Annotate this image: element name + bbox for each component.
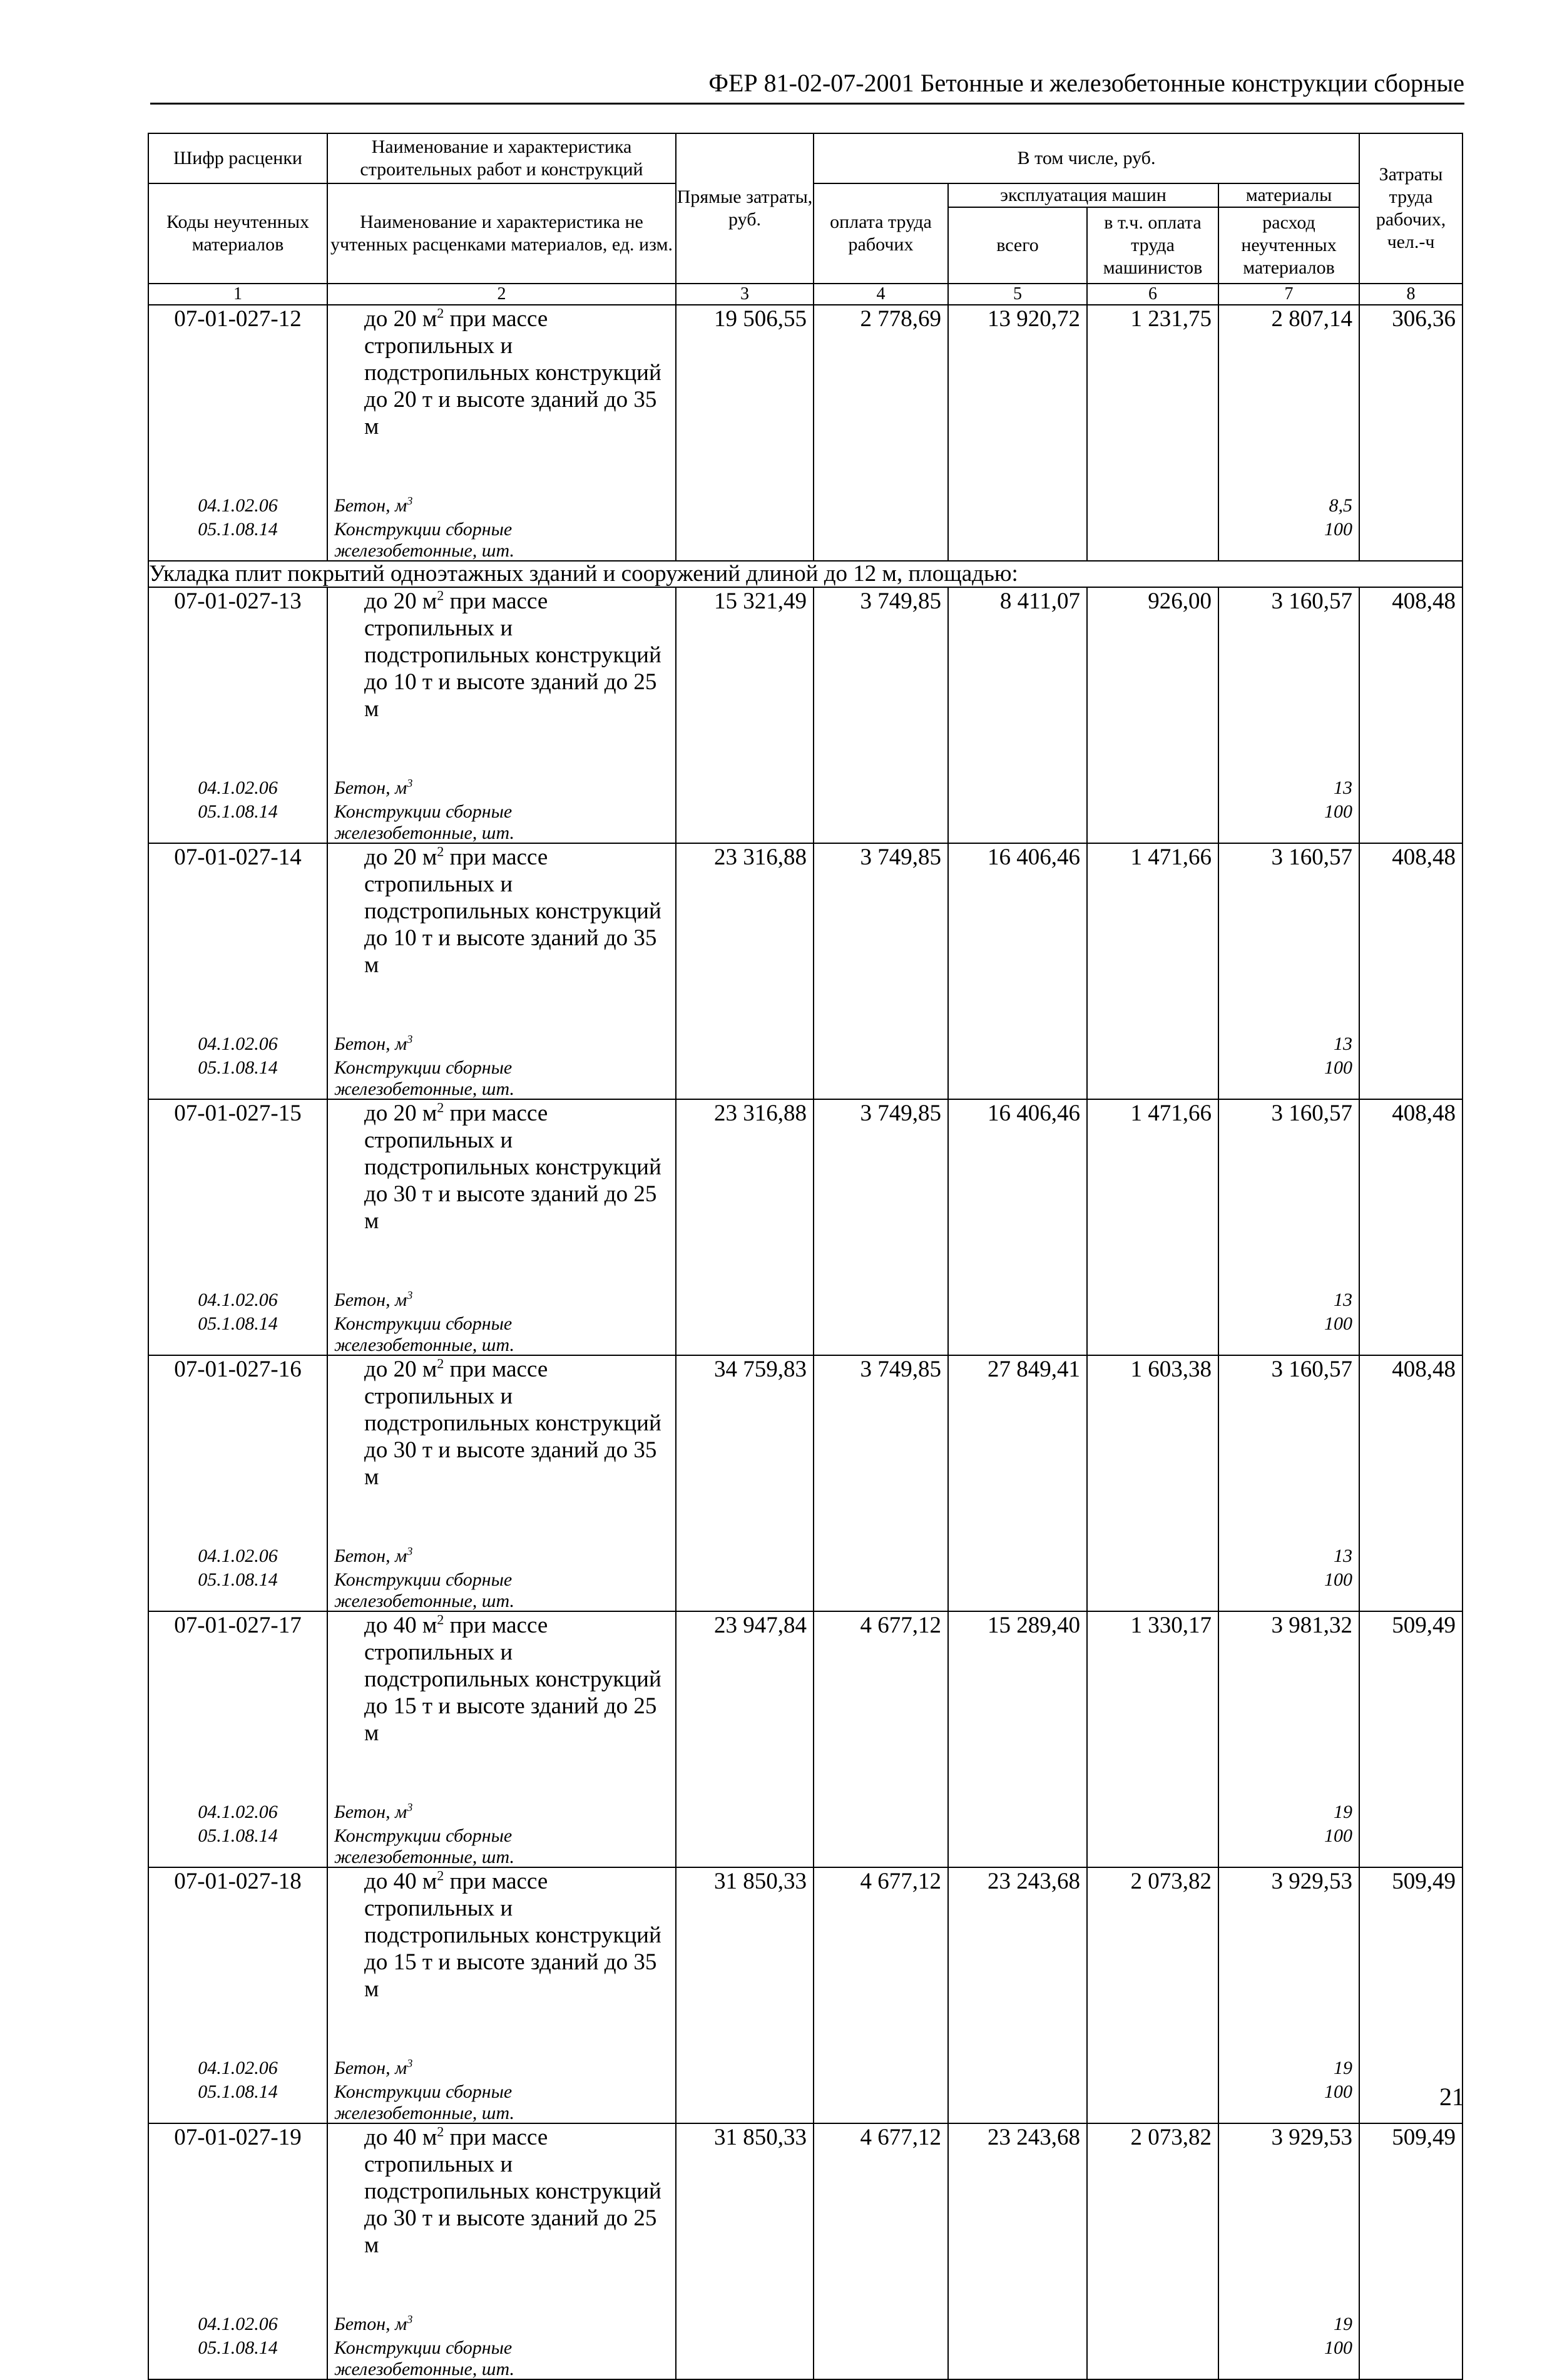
work-name-cell [327, 587, 676, 843]
direct-costs: 31 850,33 [676, 2123, 814, 2379]
rate-row [148, 305, 1463, 561]
work-name-cell [327, 1099, 676, 1355]
material-name-text: Бетон, м [334, 1802, 407, 1822]
rate-code-cell [148, 1099, 327, 1355]
direct-costs: 31 850,33 [676, 1867, 814, 2123]
labor-hours: 509,49 [1359, 1611, 1463, 1867]
material-qty: 13 [1334, 777, 1353, 798]
document-title: ФЕР 81-02-07-2001 Бетонные и железобетонные конструкции сборные [708, 69, 1464, 97]
material-name-continued: железобетонные, шт. [334, 2103, 514, 2123]
rate-code: 07-01-027-12 [174, 306, 302, 332]
work-description: при массе стропильных и подстропильных конструкций до 15 т и высоте зданий до 35 м [364, 1869, 661, 2002]
column-number: 7 [1218, 284, 1359, 305]
column-number: 5 [948, 284, 1087, 305]
work-name-cell [327, 843, 676, 1099]
materials-cell [1218, 2123, 1359, 2379]
rate-row [148, 843, 1463, 1099]
rate-code-cell [148, 1867, 327, 2123]
rate-row [148, 587, 1463, 843]
col4-header: оплата труда рабочих [814, 183, 948, 284]
area-text: до 20 м [364, 1357, 437, 1382]
material-name: Бетон, $м^3$ [334, 495, 413, 516]
work-name: до 20 $м^2$ при массе стропильных и подстропильных конструкций до 20 т и высоте зданий до 35 м [364, 305, 661, 439]
material-qty: 19 [1334, 2058, 1353, 2078]
work-description: при массе стропильных и подстропильных конструкций до 30 т и высоте зданий до 25 м [364, 1100, 661, 1234]
material-qty: 100 [1324, 1313, 1353, 1334]
material-name: Конструкции сборные [334, 1825, 513, 1846]
materials-cell [1218, 1867, 1359, 2123]
header-rule [150, 103, 1464, 105]
direct-costs: 23 316,88 [676, 843, 814, 1099]
material-code: 04.1.02.06 [198, 1546, 278, 1566]
column-number: 1 [148, 284, 327, 305]
work-description: при массе стропильных и подстропильных конструкций до 30 т и высоте зданий до 25 м [364, 2125, 661, 2258]
material-code: 04.1.02.06 [198, 2314, 278, 2334]
material-name-continued: железобетонные, шт. [334, 1847, 514, 1867]
material-name: Бетон, $м^3$ [334, 1801, 413, 1822]
material-name-continued: железобетонные, шт. [334, 1335, 514, 1355]
material-code: 05.1.08.14 [198, 801, 278, 822]
direct-costs: 34 759,83 [676, 1355, 814, 1611]
col3-header: Прямые затраты, руб. [676, 133, 814, 284]
work-name: до 20 $м^2$ при массе стропильных и подстропильных конструкций до 30 т и высоте зданий до 35 м [364, 1355, 661, 1490]
rate-code: 07-01-027-16 [174, 1357, 302, 1382]
machinist-pay: 2 073,82 [1087, 2123, 1218, 2379]
work-name: до 20 $м^2$ при массе стропильных и подстропильных конструкций до 10 т и высоте зданий до 25 м [364, 587, 661, 722]
material-code: 05.1.08.14 [198, 2337, 278, 2358]
column-number: 6 [1087, 284, 1218, 305]
rate-row [148, 1099, 1463, 1355]
material-code: 05.1.08.14 [198, 1825, 278, 1846]
area-text: до 40 м [364, 2125, 437, 2150]
material-qty: 19 [1334, 1802, 1353, 1822]
rate-code-cell [148, 843, 327, 1099]
machines-total: 16 406,46 [948, 843, 1087, 1099]
rate-code-cell [148, 1355, 327, 1611]
machines-total: 15 289,40 [948, 1611, 1087, 1867]
labor-hours: 509,49 [1359, 2123, 1463, 2379]
work-name: до 20 $м^2$ при массе стропильных и подстропильных конструкций до 10 т и высоте зданий до 35 м [364, 843, 661, 978]
materials-cell [1218, 587, 1359, 843]
labor-pay: 4 677,12 [814, 2123, 948, 2379]
rate-code-cell [148, 587, 327, 843]
rate-code: 07-01-027-17 [174, 1613, 302, 1638]
material-qty: 13 [1334, 1034, 1353, 1054]
materials-cost: 3 981,32 [1271, 1613, 1353, 1638]
column-number: 3 [676, 284, 814, 305]
materials-cell [1218, 843, 1359, 1099]
labor-pay: 3 749,85 [814, 843, 948, 1099]
material-code: 04.1.02.06 [198, 1290, 278, 1310]
work-description: при массе стропильных и подстропильных конструкций до 20 т и высоте зданий до 35 м [364, 306, 661, 439]
material-name-text: Бетон, м [334, 2058, 407, 2078]
material-qty: 100 [1324, 801, 1353, 822]
price-table [148, 133, 1463, 2380]
material-qty: 19 [1334, 2314, 1353, 2334]
materials-cell [1218, 1355, 1359, 1611]
materials-cost: 3 929,53 [1271, 1869, 1353, 1894]
material-name-continued: железобетонные, шт. [334, 540, 514, 561]
material-code: 05.1.08.14 [198, 1313, 278, 1334]
material-name-continued: железобетонные, шт. [334, 2359, 514, 2379]
col2-header-bottom: Наименование и характеристика не учтенных расценками материалов, ед. изм. [327, 183, 676, 284]
rate-code: 07-01-027-18 [174, 1869, 302, 1894]
rate-code: 07-01-027-14 [174, 844, 302, 870]
material-name: Конструкции сборные [334, 1569, 513, 1590]
material-name-text: Бетон, м [334, 777, 407, 798]
work-name-cell [327, 1355, 676, 1611]
materials-cost: 3 160,57 [1271, 844, 1353, 870]
material-name: Конструкции сборные [334, 2337, 513, 2358]
material-code: 04.1.02.06 [198, 1034, 278, 1054]
machines-header: эксплуатация машин [948, 183, 1218, 207]
material-name: Бетон, $м^3$ [334, 1289, 413, 1310]
labor-hours: 408,48 [1359, 843, 1463, 1099]
material-qty: 13 [1334, 1546, 1353, 1566]
labor-pay: 3 749,85 [814, 587, 948, 843]
material-code: 04.1.02.06 [198, 1802, 278, 1822]
materials-cell [1218, 1099, 1359, 1355]
material-name: Конструкции сборные [334, 801, 513, 822]
material-code: 04.1.02.06 [198, 777, 278, 798]
rate-row [148, 1867, 1463, 2123]
material-name-text: Бетон, м [334, 2314, 407, 2334]
material-name: Конструкции сборные [334, 1057, 513, 1078]
material-code: 05.1.08.14 [198, 2081, 278, 2102]
work-name-cell [327, 1611, 676, 1867]
labor-hours: 408,48 [1359, 587, 1463, 843]
rate-row [148, 1611, 1463, 1867]
material-name-continued: железобетонные, шт. [334, 823, 514, 843]
page-number: 21 [1439, 2083, 1464, 2111]
material-qty: 100 [1324, 1825, 1353, 1846]
material-name-text: Бетон, м [334, 1034, 407, 1054]
rate-row [148, 2123, 1463, 2379]
area-text: до 20 м [364, 1100, 437, 1126]
material-name: Бетон, $м^3$ [334, 777, 413, 798]
col7-header: расход неучтенных материалов [1218, 207, 1359, 284]
labor-hours: 408,48 [1359, 1355, 1463, 1611]
materials-cost: 2 807,14 [1271, 306, 1353, 332]
material-name-continued: железобетонные, шт. [334, 1079, 514, 1099]
machinist-pay: 1 231,75 [1087, 305, 1218, 561]
material-code: 04.1.02.06 [198, 2058, 278, 2078]
area-text: до 20 м [364, 306, 437, 332]
materials-cell [1218, 1611, 1359, 1867]
materials-cost: 3 929,53 [1271, 2125, 1353, 2150]
machinist-pay: 2 073,82 [1087, 1867, 1218, 2123]
material-name: Конструкции сборные [334, 2081, 513, 2102]
material-name: Бетон, $м^3$ [334, 2313, 413, 2334]
section-title: Укладка плит покрытий одноэтажных зданий и сооружений длиной до 12 м, площадью: [148, 561, 1463, 587]
labor-pay: 2 778,69 [814, 305, 948, 561]
rate-code-cell [148, 305, 327, 561]
column-number: 8 [1359, 284, 1463, 305]
rate-row [148, 1355, 1463, 1611]
machines-total: 8 411,07 [948, 587, 1087, 843]
work-name: до 40 $м^2$ при массе стропильных и подстропильных конструкций до 15 т и высоте зданий до 25 м [364, 1611, 661, 1746]
material-code: 05.1.08.14 [198, 1057, 278, 1078]
machinist-pay: 926,00 [1087, 587, 1218, 843]
area-text: до 20 м [364, 844, 437, 870]
work-name: до 20 $м^2$ при массе стропильных и подстропильных конструкций до 30 т и высоте зданий до 25 м [364, 1099, 661, 1234]
work-description: при массе стропильных и подстропильных конструкций до 15 т и высоте зданий до 25 м [364, 1613, 661, 1746]
col1-header-bottom: Коды неучтенных материалов [148, 183, 327, 284]
labor-pay: 3 749,85 [814, 1355, 948, 1611]
area-text: до 40 м [364, 1613, 437, 1638]
material-qty: 100 [1324, 1569, 1353, 1590]
section-row [148, 561, 1463, 587]
work-description: при массе стропильных и подстропильных конструкций до 10 т и высоте зданий до 35 м [364, 844, 661, 978]
col2-header-top: Наименование и характеристика строительных работ и конструкций [327, 133, 676, 183]
machines-total: 13 920,72 [948, 305, 1087, 561]
material-qty: 13 [1334, 1290, 1353, 1310]
direct-costs: 15 321,49 [676, 587, 814, 843]
material-name-text: Бетон, м [334, 1546, 407, 1566]
rate-code-cell [148, 2123, 327, 2379]
material-name: Бетон, $м^3$ [334, 1545, 413, 1566]
work-description: при массе стропильных и подстропильных конструкций до 10 т и высоте зданий до 25 м [364, 588, 661, 722]
material-code: 05.1.08.14 [198, 1569, 278, 1590]
materials-cell [1218, 305, 1359, 561]
work-name-cell [327, 2123, 676, 2379]
rate-code: 07-01-027-19 [174, 2125, 302, 2150]
area-text: до 20 м [364, 588, 437, 614]
table-body [148, 305, 1463, 2379]
material-name-text: Бетон, м [334, 495, 407, 516]
materials-header: материалы [1218, 183, 1359, 207]
work-name-cell [327, 1867, 676, 2123]
material-qty: 8,5 [1329, 495, 1353, 516]
materials-cost: 3 160,57 [1271, 588, 1353, 614]
direct-costs: 23 947,84 [676, 1611, 814, 1867]
column-number: 2 [327, 284, 676, 305]
machines-total: 27 849,41 [948, 1355, 1087, 1611]
machines-total: 23 243,68 [948, 2123, 1087, 2379]
direct-costs: 23 316,88 [676, 1099, 814, 1355]
group-header: В том числе, руб. [814, 133, 1359, 183]
col1-header-top: Шифр расценки [148, 133, 327, 183]
work-name: до 40 $м^2$ при массе стропильных и подстропильных конструкций до 30 т и высоте зданий до 25 м [364, 2123, 661, 2258]
labor-pay: 3 749,85 [814, 1099, 948, 1355]
area-text: до 40 м [364, 1869, 437, 1894]
rate-code: 07-01-027-15 [174, 1100, 302, 1126]
work-name: до 40 $м^2$ при массе стропильных и подстропильных конструкций до 15 т и высоте зданий до 35 м [364, 1867, 661, 2002]
materials-cost: 3 160,57 [1271, 1100, 1353, 1126]
machines-total: 23 243,68 [948, 1867, 1087, 2123]
material-qty: 100 [1324, 1057, 1353, 1078]
rate-code-cell [148, 1611, 327, 1867]
col6-header: в т.ч. оплата труда машинистов [1087, 207, 1218, 284]
column-number: 4 [814, 284, 948, 305]
material-code: 04.1.02.06 [198, 495, 278, 516]
labor-hours: 509,49 [1359, 1867, 1463, 2123]
machinist-pay: 1 330,17 [1087, 1611, 1218, 1867]
material-code: 05.1.08.14 [198, 519, 278, 540]
labor-pay: 4 677,12 [814, 1867, 948, 2123]
material-name: Бетон, $м^3$ [334, 1033, 413, 1054]
labor-hours: 306,36 [1359, 305, 1463, 561]
col8-header: Затраты труда рабочих, чел.-ч [1359, 133, 1463, 284]
machinist-pay: 1 471,66 [1087, 843, 1218, 1099]
machinist-pay: 1 603,38 [1087, 1355, 1218, 1611]
rate-code: 07-01-027-13 [174, 588, 302, 614]
material-name-continued: железобетонные, шт. [334, 1591, 514, 1611]
material-name: Конструкции сборные [334, 519, 513, 540]
work-name-cell [327, 305, 676, 561]
labor-pay: 4 677,12 [814, 1611, 948, 1867]
material-name: Бетон, $м^3$ [334, 2057, 413, 2078]
materials-cost: 3 160,57 [1271, 1357, 1353, 1382]
material-name-text: Бетон, м [334, 1290, 407, 1310]
material-qty: 100 [1324, 519, 1353, 540]
direct-costs: 19 506,55 [676, 305, 814, 561]
labor-hours: 408,48 [1359, 1099, 1463, 1355]
machinist-pay: 1 471,66 [1087, 1099, 1218, 1355]
material-name: Конструкции сборные [334, 1313, 513, 1334]
material-qty: 100 [1324, 2337, 1353, 2358]
col5-header: всего [948, 207, 1087, 284]
work-description: при массе стропильных и подстропильных конструкций до 30 т и высоте зданий до 35 м [364, 1357, 661, 1490]
machines-total: 16 406,46 [948, 1099, 1087, 1355]
material-qty: 100 [1324, 2081, 1353, 2102]
